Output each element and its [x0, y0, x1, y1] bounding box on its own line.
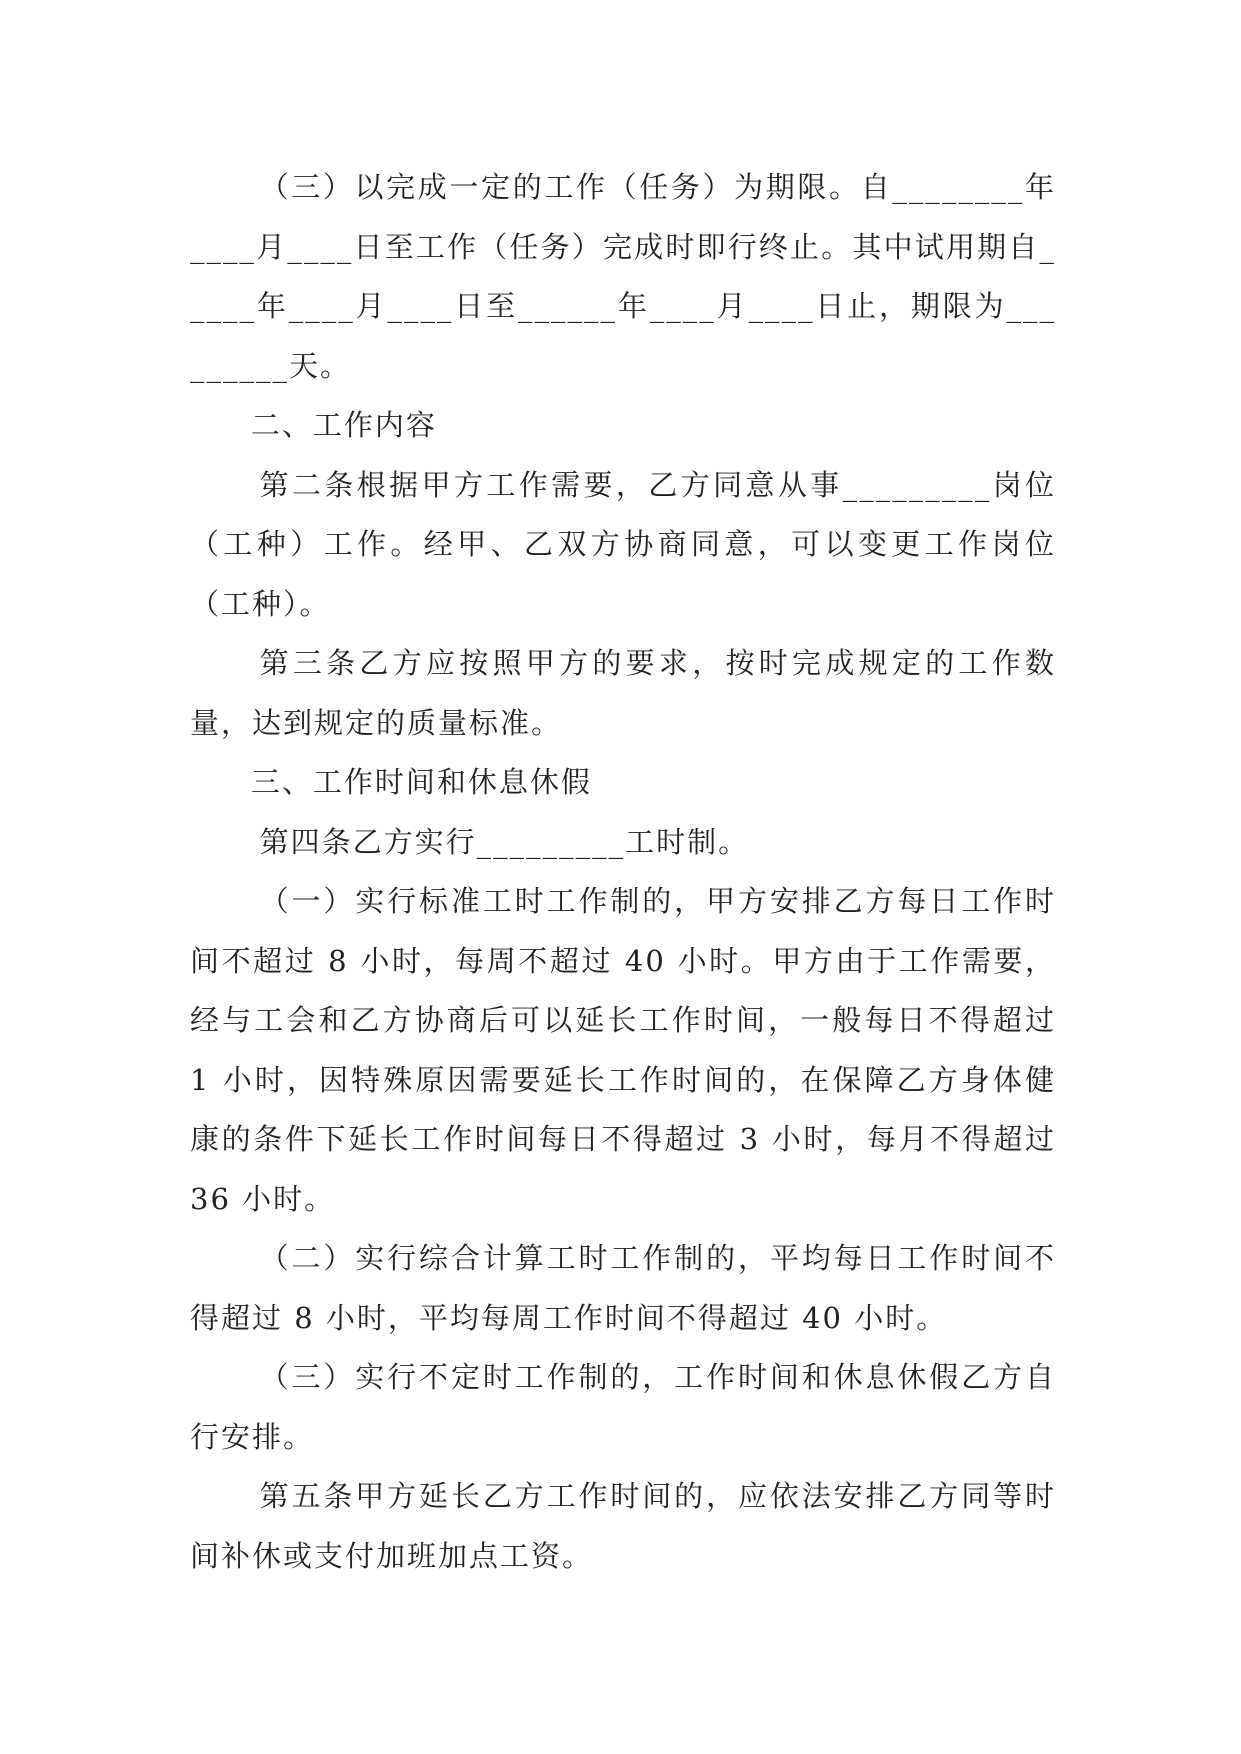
article-2-position: 第二条根据甲方工作需要，乙方同意从事_________岗位（工种）工作。经甲、乙双方协商同意，可以变更工作岗位（工种）。	[190, 467, 1056, 621]
article-3-work-quantity: 第三条乙方应按照甲方的要求，按时完成规定的工作数量，达到规定的质量标准。	[190, 646, 1056, 740]
clause-flexible-hours: （三）实行不定时工作制的，工作时间和休息休假乙方自行安排。	[190, 1360, 1056, 1454]
section-heading-work-hours: 三、工作时间和休息休假	[250, 765, 592, 799]
clause-comprehensive-hours: （二）实行综合计算工时工作制的，平均每日工作时间不得超过 8 小时，平均每周工作时间不得超过 40 小时。	[190, 1241, 1056, 1335]
section-heading-work-content: 二、工作内容	[250, 408, 437, 442]
clause-term-by-task: （三）以完成一定的工作（任务）为期限。自________年____月____日至工作（任务）完成时即行终止。其中试用期自_____年____月____日至______年____月____日止，期限为_________天。	[190, 170, 1056, 383]
clause-standard-hours: （一）实行标准工时工作制的，甲方安排乙方每日工作时间不超过 8 小时，每周不超过 40 小时。甲方由于工作需要，经与工会和乙方协商后可以延长工作时间，一般每日不得超过 1 小时，因特殊原因需要延长工作时间的，在保障乙方身体健康的条件下延长工作时间每日不得超过 3 小时，每月不得超过 36 小时。	[190, 884, 1068, 1216]
article-4-hour-system: 第四条乙方实行_________工时制。	[259, 824, 750, 859]
document-body	[190, 158, 1068, 1586]
article-5-overtime: 第五条甲方延长乙方工作时间的，应依法安排乙方同等时间补休或支付加班加点工资。	[190, 1479, 1056, 1573]
